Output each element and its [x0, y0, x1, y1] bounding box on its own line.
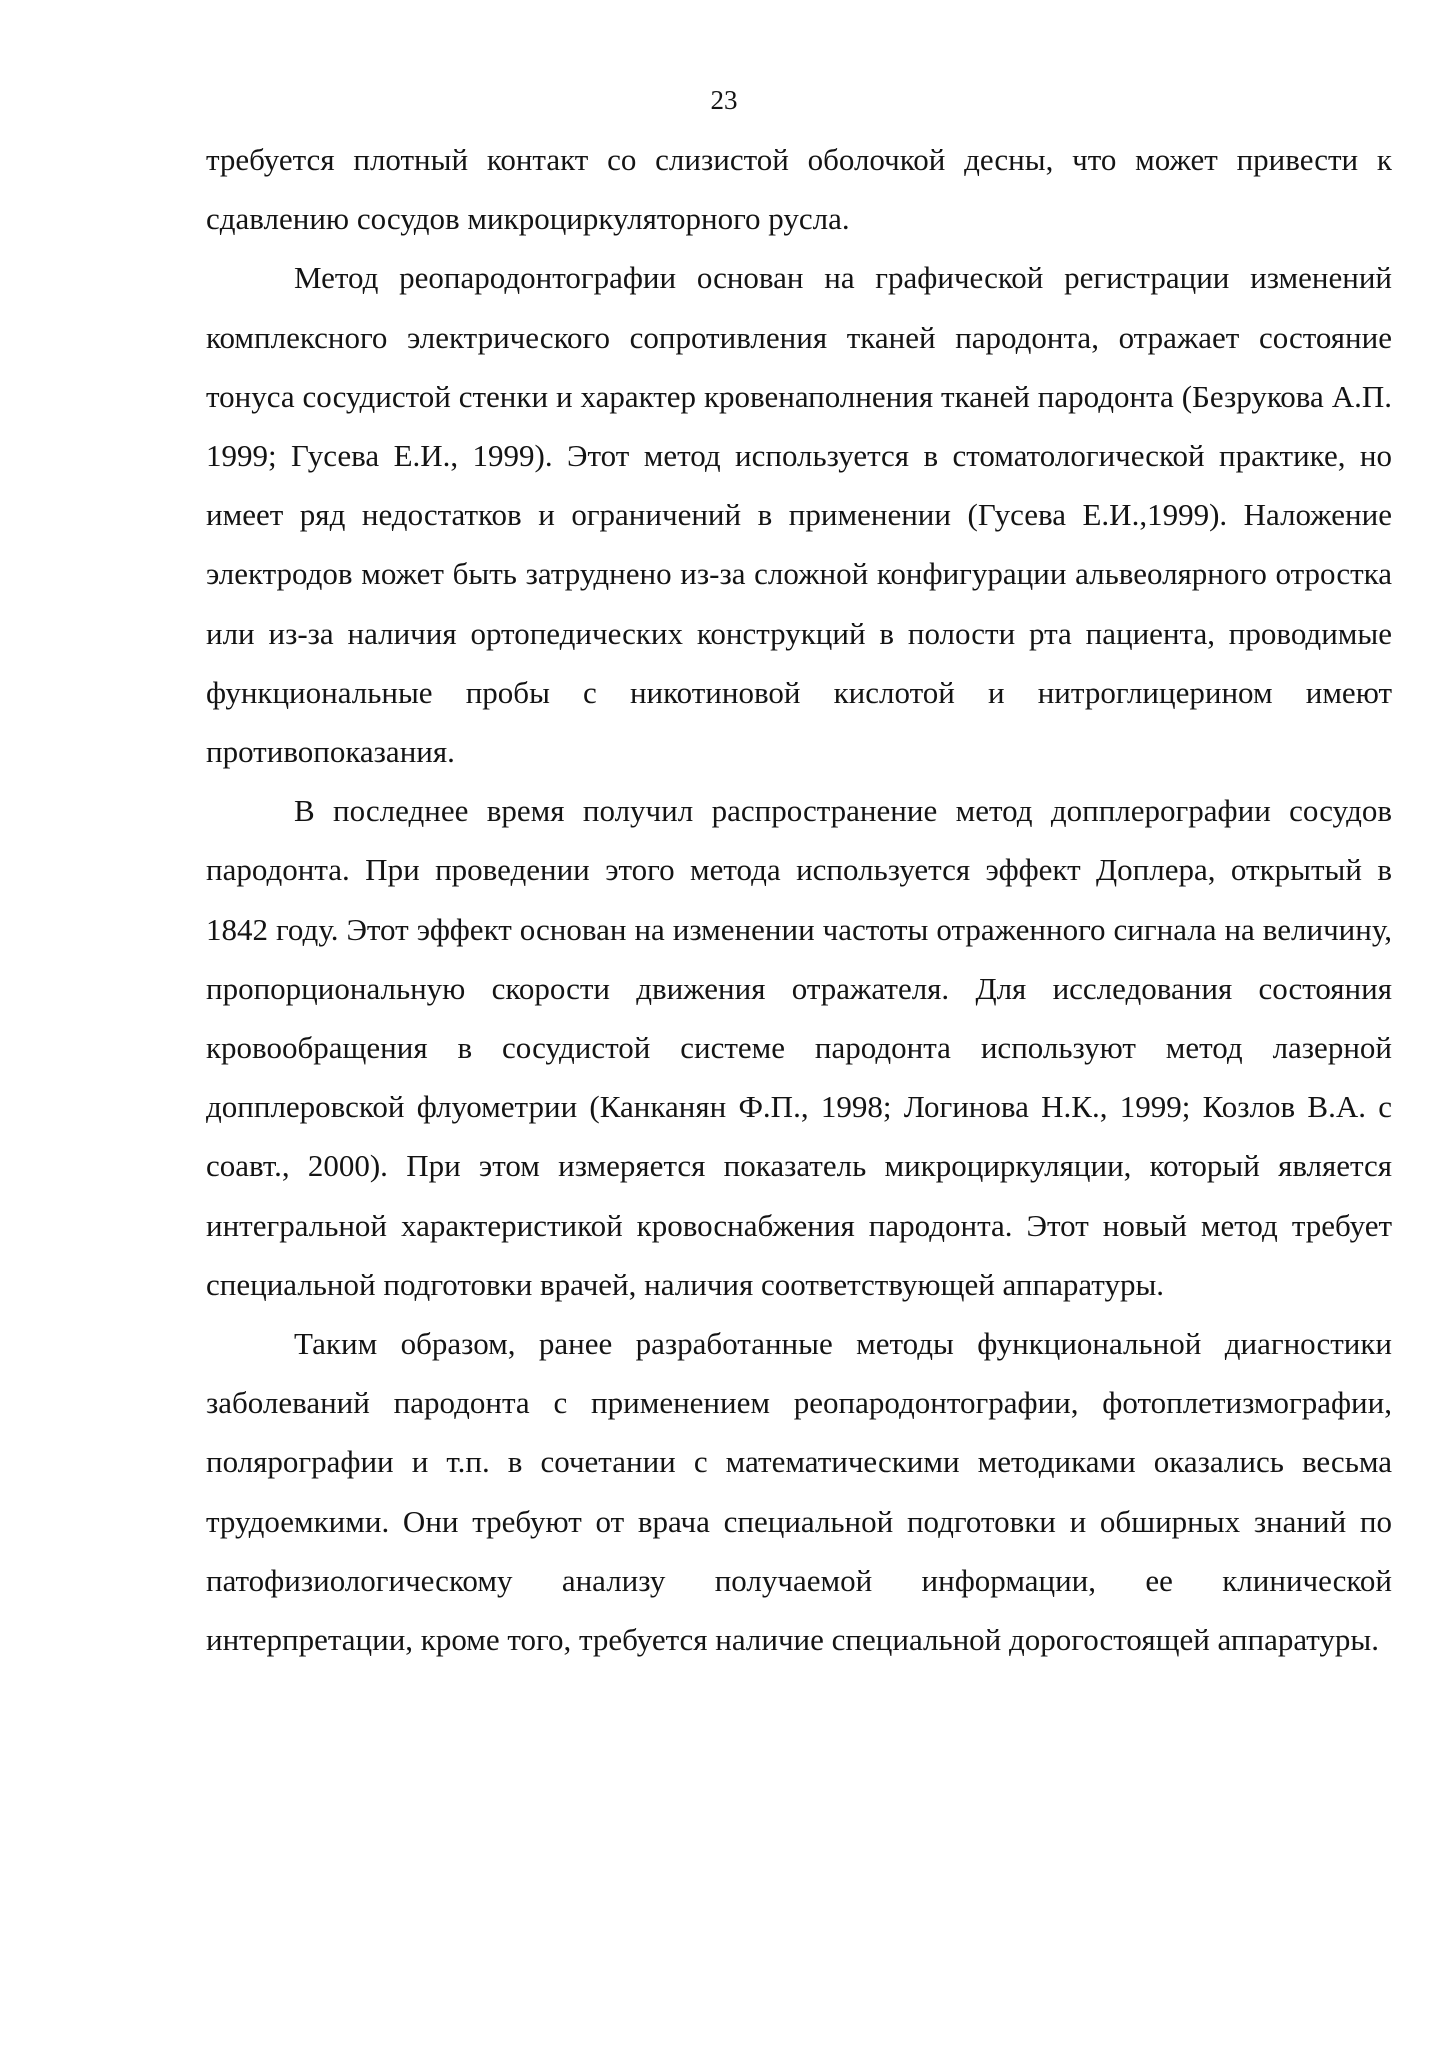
- paragraph-conclusion: Таким образом, ранее разработанные методы функциональной диагностики заболеваний пародонта с применением реопародонтографии, фотоплетизмографии, полярографии и т.п. в сочетании с математическими методиками оказались весьма трудоемкими. Они требуют от врача специальной подготовки и обширных знаний по патофизиологическому анализу получаемой информации, ее клинической интерпретации, кроме того, требуется наличие специальной дорогостоящей аппаратуры.: [206, 1326, 1392, 1658]
- paragraph-continuation: требуется плотный контакт со слизистой оболочкой десны, что может привести к сдавлению сосудов микроциркуляторного русла.: [206, 142, 1392, 237]
- paragraph-reoparodontography: Метод реопародонтографии основан на графической регистрации изменений комплексного электрического сопротивления тканей пародонта, отражает состояние тонуса сосудистой стенки и характер кровенаполнения тканей пародонта (Безрукова А.П. 1999; Гусева Е.И., 1999). Этот метод используется в стоматологической практике, но имеет ряд недостатков и ограничений в применении (Гусева Е.И.,1999). Наложение электродов может быть затруднено из-за сложной конфигурации альвеолярного отростка или из-за наличия ортопедических конструкций в полости рта пациента, проводимые функциональные пробы с никотиновой кислотой и нитроглицерином имеют противопоказания.: [206, 260, 1392, 770]
- document-body: [206, 130, 1392, 1669]
- paragraph-dopplerography: В последнее время получил распространение метод допплерографии сосудов пародонта. При проведении этого метода используется эффект Доплера, открытый в 1842 году. Этот эффект основан на изменении частоты отраженного сигнала на величину, пропорциональную скорости движения отражателя. Для исследования состояния кровообращения в сосудистой системе пародонта используют метод лазерной допплеровской флуометрии (Канканян Ф.П., 1998; Логинова Н.К., 1999; Козлов В.А. с соавт., 2000). При этом измеряется показатель микроциркуляции, который является интегральной характеристикой кровоснабжения пародонта. Этот новый метод требует специальной подготовки врачей, наличия соответствующей аппаратуры.: [206, 793, 1392, 1302]
- page-number: 23: [710, 85, 738, 115]
